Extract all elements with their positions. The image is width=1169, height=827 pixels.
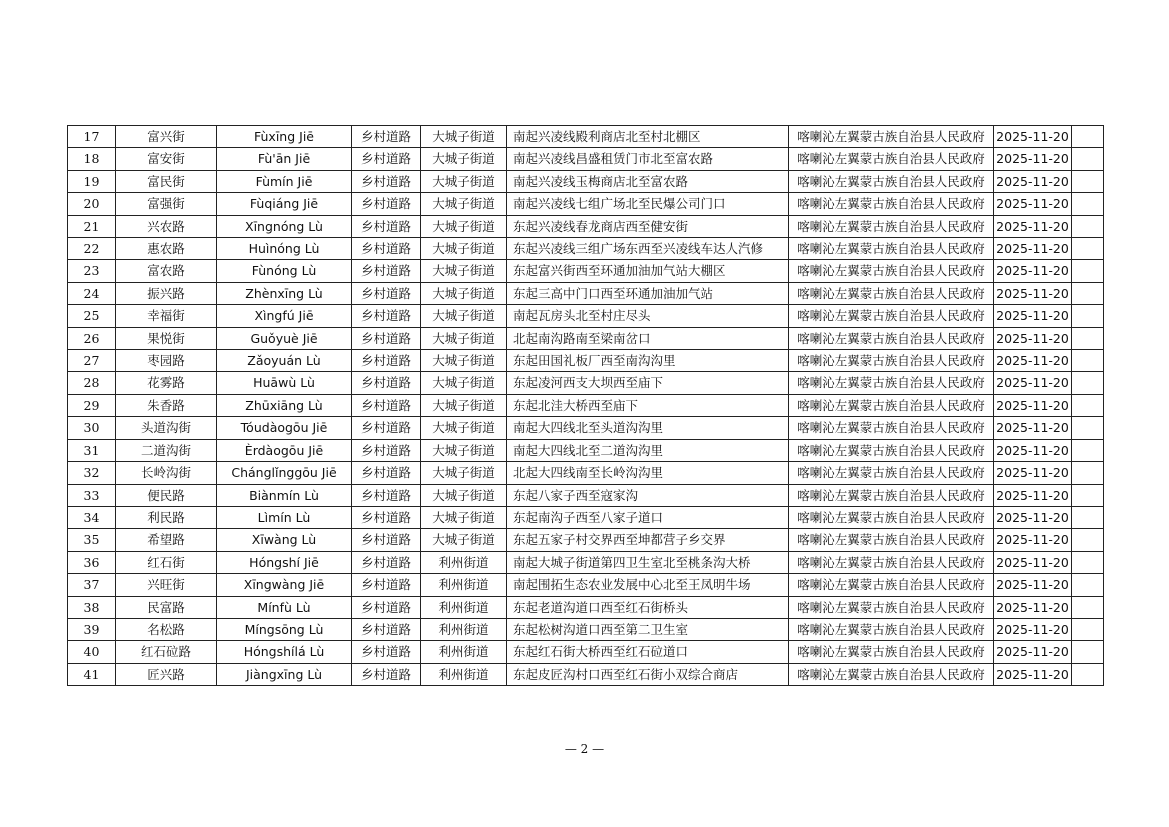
- cell-authority: 喀喇沁左翼蒙古族自治县人民政府: [789, 484, 994, 506]
- cell-road-name: 花雾路: [116, 372, 217, 394]
- cell-authority: 喀喇沁左翼蒙古族自治县人民政府: [789, 663, 994, 685]
- cell-category: 乡村道路: [352, 372, 421, 394]
- cell-pinyin: Xīngwàng Jiē: [217, 574, 352, 596]
- table-row: [68, 327, 1104, 349]
- cell-category: 乡村道路: [352, 574, 421, 596]
- table-row: [68, 462, 1104, 484]
- cell-description: 东起田国礼板厂西至南沟沟里: [507, 350, 789, 372]
- cell-description: 东起皮匠沟村口西至红石街小双综合商店: [507, 663, 789, 685]
- cell-pinyin: Zhūxiāng Lù: [217, 394, 352, 416]
- cell-category: 乡村道路: [352, 506, 421, 528]
- cell-number: 17: [68, 126, 116, 148]
- cell-description: 南起大四线北至二道沟沟里: [507, 439, 789, 461]
- cell-date: 2025-11-20: [994, 484, 1072, 506]
- cell-description: 北起南沟路南至梁南岔口: [507, 327, 789, 349]
- cell-number: 38: [68, 596, 116, 618]
- cell-date: 2025-11-20: [994, 417, 1072, 439]
- cell-road-name: 富兴街: [116, 126, 217, 148]
- cell-category: 乡村道路: [352, 282, 421, 304]
- cell-description: 东起五家子村交界西至坤都营子乡交界: [507, 529, 789, 551]
- cell-description: 东起八家子西至寇家沟: [507, 484, 789, 506]
- cell-date: 2025-11-20: [994, 148, 1072, 170]
- cell-remark: [1072, 305, 1104, 327]
- cell-pinyin: Xìngfú Jiē: [217, 305, 352, 327]
- cell-date: 2025-11-20: [994, 641, 1072, 663]
- cell-number: 21: [68, 215, 116, 237]
- cell-remark: [1072, 148, 1104, 170]
- table-row: [68, 193, 1104, 215]
- cell-number: 28: [68, 372, 116, 394]
- table-row: [68, 574, 1104, 596]
- table-row: [68, 663, 1104, 685]
- cell-authority: 喀喇沁左翼蒙古族自治县人民政府: [789, 260, 994, 282]
- table-row: [68, 484, 1104, 506]
- cell-category: 乡村道路: [352, 551, 421, 573]
- cell-number: 25: [68, 305, 116, 327]
- cell-category: 乡村道路: [352, 663, 421, 685]
- cell-district: 大城子街道: [421, 417, 507, 439]
- cell-remark: [1072, 618, 1104, 640]
- cell-date: 2025-11-20: [994, 238, 1072, 260]
- cell-category: 乡村道路: [352, 305, 421, 327]
- cell-road-name: 富农路: [116, 260, 217, 282]
- cell-road-name: 振兴路: [116, 282, 217, 304]
- cell-authority: 喀喇沁左翼蒙古族自治县人民政府: [789, 215, 994, 237]
- cell-pinyin: Mínfù Lù: [217, 596, 352, 618]
- cell-pinyin: Xīngnóng Lù: [217, 215, 352, 237]
- cell-road-name: 兴农路: [116, 215, 217, 237]
- cell-description: 东起兴凌线三组广场东西至兴凌线车达人汽修: [507, 238, 789, 260]
- cell-category: 乡村道路: [352, 238, 421, 260]
- cell-date: 2025-11-20: [994, 618, 1072, 640]
- cell-road-name: 富强街: [116, 193, 217, 215]
- cell-description: 南起大四线北至头道沟沟里: [507, 417, 789, 439]
- cell-road-name: 朱香路: [116, 394, 217, 416]
- cell-date: 2025-11-20: [994, 462, 1072, 484]
- page-number: — 2 —: [564, 742, 605, 756]
- table-row: [68, 506, 1104, 528]
- cell-authority: 喀喇沁左翼蒙古族自治县人民政府: [789, 305, 994, 327]
- cell-description: 北起大四线南至长岭沟沟里: [507, 462, 789, 484]
- cell-district: 利州街道: [421, 663, 507, 685]
- cell-category: 乡村道路: [352, 596, 421, 618]
- cell-remark: [1072, 215, 1104, 237]
- cell-pinyin: Fùqiáng Jiē: [217, 193, 352, 215]
- cell-district: 大城子街道: [421, 529, 507, 551]
- cell-description: 南起大城子街道第四卫生室北至桃条沟大桥: [507, 551, 789, 573]
- cell-authority: 喀喇沁左翼蒙古族自治县人民政府: [789, 126, 994, 148]
- cell-description: 东起松树沟道口西至第二卫生室: [507, 618, 789, 640]
- cell-district: 利州街道: [421, 618, 507, 640]
- cell-category: 乡村道路: [352, 126, 421, 148]
- cell-category: 乡村道路: [352, 327, 421, 349]
- cell-number: 19: [68, 170, 116, 192]
- cell-number: 30: [68, 417, 116, 439]
- cell-category: 乡村道路: [352, 641, 421, 663]
- cell-description: 东起兴凌线春龙商店西至健安街: [507, 215, 789, 237]
- cell-pinyin: Biànmín Lù: [217, 484, 352, 506]
- cell-remark: [1072, 462, 1104, 484]
- cell-authority: 喀喇沁左翼蒙古族自治县人民政府: [789, 193, 994, 215]
- cell-category: 乡村道路: [352, 148, 421, 170]
- cell-pinyin: Huìnóng Lù: [217, 238, 352, 260]
- cell-pinyin: Míngsōng Lù: [217, 618, 352, 640]
- cell-category: 乡村道路: [352, 618, 421, 640]
- cell-date: 2025-11-20: [994, 282, 1072, 304]
- cell-remark: [1072, 551, 1104, 573]
- cell-district: 大城子街道: [421, 506, 507, 528]
- cell-date: 2025-11-20: [994, 394, 1072, 416]
- cell-road-name: 富安街: [116, 148, 217, 170]
- cell-remark: [1072, 394, 1104, 416]
- cell-remark: [1072, 193, 1104, 215]
- cell-category: 乡村道路: [352, 394, 421, 416]
- cell-remark: [1072, 238, 1104, 260]
- cell-description: 南起兴凌线玉梅商店北至富农路: [507, 170, 789, 192]
- cell-district: 大城子街道: [421, 350, 507, 372]
- cell-district: 利州街道: [421, 641, 507, 663]
- cell-number: 37: [68, 574, 116, 596]
- cell-description: 东起北洼大桥西至庙下: [507, 394, 789, 416]
- table-row: [68, 641, 1104, 663]
- table-row: [68, 126, 1104, 148]
- table-row: [68, 596, 1104, 618]
- cell-category: 乡村道路: [352, 215, 421, 237]
- cell-authority: 喀喇沁左翼蒙古族自治县人民政府: [789, 170, 994, 192]
- cell-district: 大城子街道: [421, 394, 507, 416]
- cell-authority: 喀喇沁左翼蒙古族自治县人民政府: [789, 350, 994, 372]
- table-row: [68, 394, 1104, 416]
- cell-remark: [1072, 641, 1104, 663]
- cell-road-name: 幸福街: [116, 305, 217, 327]
- cell-authority: 喀喇沁左翼蒙古族自治县人民政府: [789, 394, 994, 416]
- cell-number: 35: [68, 529, 116, 551]
- table-row: [68, 372, 1104, 394]
- cell-remark: [1072, 663, 1104, 685]
- cell-description: 东起凌河西支大坝西至庙下: [507, 372, 789, 394]
- cell-pinyin: Zhènxīng Lù: [217, 282, 352, 304]
- cell-district: 利州街道: [421, 574, 507, 596]
- cell-remark: [1072, 529, 1104, 551]
- cell-remark: [1072, 372, 1104, 394]
- cell-remark: [1072, 417, 1104, 439]
- cell-number: 40: [68, 641, 116, 663]
- cell-road-name: 富民街: [116, 170, 217, 192]
- cell-number: 39: [68, 618, 116, 640]
- cell-authority: 喀喇沁左翼蒙古族自治县人民政府: [789, 574, 994, 596]
- cell-pinyin: Fùnóng Lù: [217, 260, 352, 282]
- cell-authority: 喀喇沁左翼蒙古族自治县人民政府: [789, 596, 994, 618]
- cell-authority: 喀喇沁左翼蒙古族自治县人民政府: [789, 148, 994, 170]
- cell-category: 乡村道路: [352, 439, 421, 461]
- cell-date: 2025-11-20: [994, 193, 1072, 215]
- cell-category: 乡村道路: [352, 350, 421, 372]
- cell-district: 利州街道: [421, 596, 507, 618]
- cell-road-name: 红石街: [116, 551, 217, 573]
- cell-authority: 喀喇沁左翼蒙古族自治县人民政府: [789, 327, 994, 349]
- cell-date: 2025-11-20: [994, 529, 1072, 551]
- cell-category: 乡村道路: [352, 170, 421, 192]
- table-row: [68, 350, 1104, 372]
- cell-remark: [1072, 574, 1104, 596]
- cell-date: 2025-11-20: [994, 439, 1072, 461]
- cell-district: 大城子街道: [421, 327, 507, 349]
- cell-date: 2025-11-20: [994, 350, 1072, 372]
- cell-district: 大城子街道: [421, 148, 507, 170]
- table-row: [68, 215, 1104, 237]
- cell-date: 2025-11-20: [994, 260, 1072, 282]
- cell-number: 23: [68, 260, 116, 282]
- cell-description: 南起瓦房头北至村庄尽头: [507, 305, 789, 327]
- cell-remark: [1072, 350, 1104, 372]
- cell-date: 2025-11-20: [994, 126, 1072, 148]
- table-row: [68, 238, 1104, 260]
- cell-number: 20: [68, 193, 116, 215]
- cell-district: 利州街道: [421, 551, 507, 573]
- cell-description: 南起围拓生态农业发展中心北至王凤明牛场: [507, 574, 789, 596]
- cell-district: 大城子街道: [421, 462, 507, 484]
- cell-remark: [1072, 439, 1104, 461]
- cell-road-name: 民富路: [116, 596, 217, 618]
- cell-authority: 喀喇沁左翼蒙古族自治县人民政府: [789, 372, 994, 394]
- cell-category: 乡村道路: [352, 462, 421, 484]
- cell-road-name: 希望路: [116, 529, 217, 551]
- cell-remark: [1072, 126, 1104, 148]
- cell-date: 2025-11-20: [994, 506, 1072, 528]
- cell-pinyin: Lìmín Lù: [217, 506, 352, 528]
- cell-authority: 喀喇沁左翼蒙古族自治县人民政府: [789, 529, 994, 551]
- cell-number: 24: [68, 282, 116, 304]
- cell-authority: 喀喇沁左翼蒙古族自治县人民政府: [789, 641, 994, 663]
- cell-remark: [1072, 596, 1104, 618]
- cell-district: 大城子街道: [421, 282, 507, 304]
- cell-description: 东起老道沟道口西至红石街桥头: [507, 596, 789, 618]
- cell-category: 乡村道路: [352, 484, 421, 506]
- cell-district: 大城子街道: [421, 305, 507, 327]
- cell-road-name: 二道沟街: [116, 439, 217, 461]
- cell-road-name: 果悦街: [116, 327, 217, 349]
- cell-pinyin: Fùxīng Jiē: [217, 126, 352, 148]
- cell-authority: 喀喇沁左翼蒙古族自治县人民政府: [789, 551, 994, 573]
- cell-authority: 喀喇沁左翼蒙古族自治县人民政府: [789, 282, 994, 304]
- table-row: [68, 618, 1104, 640]
- cell-date: 2025-11-20: [994, 551, 1072, 573]
- cell-number: 22: [68, 238, 116, 260]
- cell-road-name: 兴旺街: [116, 574, 217, 596]
- cell-pinyin: Xīwàng Lù: [217, 529, 352, 551]
- cell-date: 2025-11-20: [994, 574, 1072, 596]
- cell-description: 东起红石街大桥西至红石砬道口: [507, 641, 789, 663]
- cell-date: 2025-11-20: [994, 596, 1072, 618]
- cell-road-name: 名松路: [116, 618, 217, 640]
- road-name-table: [67, 125, 1104, 686]
- cell-authority: 喀喇沁左翼蒙古族自治县人民政府: [789, 417, 994, 439]
- cell-road-name: 利民路: [116, 506, 217, 528]
- cell-pinyin: Jiàngxīng Lù: [217, 663, 352, 685]
- cell-pinyin: Hóngshí Jiē: [217, 551, 352, 573]
- cell-district: 大城子街道: [421, 126, 507, 148]
- cell-pinyin: Chánglǐnggōu Jiē: [217, 462, 352, 484]
- cell-remark: [1072, 282, 1104, 304]
- cell-number: 29: [68, 394, 116, 416]
- cell-date: 2025-11-20: [994, 170, 1072, 192]
- cell-road-name: 便民路: [116, 484, 217, 506]
- cell-number: 31: [68, 439, 116, 461]
- cell-pinyin: Fù'ān Jiē: [217, 148, 352, 170]
- table-row: [68, 417, 1104, 439]
- cell-road-name: 长岭沟街: [116, 462, 217, 484]
- cell-pinyin: Hóngshílá Lù: [217, 641, 352, 663]
- cell-description: 南起兴凌线昌盛租赁门市北至富农路: [507, 148, 789, 170]
- cell-remark: [1072, 260, 1104, 282]
- cell-authority: 喀喇沁左翼蒙古族自治县人民政府: [789, 462, 994, 484]
- cell-road-name: 惠农路: [116, 238, 217, 260]
- cell-number: 18: [68, 148, 116, 170]
- cell-remark: [1072, 327, 1104, 349]
- cell-pinyin: Tóudàogōu Jiē: [217, 417, 352, 439]
- cell-remark: [1072, 170, 1104, 192]
- cell-date: 2025-11-20: [994, 372, 1072, 394]
- cell-road-name: 红石砬路: [116, 641, 217, 663]
- cell-date: 2025-11-20: [994, 215, 1072, 237]
- cell-pinyin: Huāwù Lù: [217, 372, 352, 394]
- table-body: [68, 126, 1104, 686]
- cell-category: 乡村道路: [352, 193, 421, 215]
- cell-description: 南起兴凌线殿利商店北至村北棚区: [507, 126, 789, 148]
- cell-district: 大城子街道: [421, 372, 507, 394]
- cell-pinyin: Guǒyuè Jiē: [217, 327, 352, 349]
- cell-authority: 喀喇沁左翼蒙古族自治县人民政府: [789, 506, 994, 528]
- table-row: [68, 282, 1104, 304]
- cell-category: 乡村道路: [352, 417, 421, 439]
- table-row: [68, 529, 1104, 551]
- cell-category: 乡村道路: [352, 260, 421, 282]
- cell-remark: [1072, 506, 1104, 528]
- cell-number: 41: [68, 663, 116, 685]
- cell-district: 大城子街道: [421, 260, 507, 282]
- cell-description: 东起三高中门口西至环通加油加气站: [507, 282, 789, 304]
- cell-number: 27: [68, 350, 116, 372]
- table-row: [68, 305, 1104, 327]
- cell-district: 大城子街道: [421, 193, 507, 215]
- cell-district: 大城子街道: [421, 439, 507, 461]
- cell-pinyin: Zǎoyuán Lù: [217, 350, 352, 372]
- cell-district: 大城子街道: [421, 215, 507, 237]
- cell-remark: [1072, 484, 1104, 506]
- cell-road-name: 头道沟街: [116, 417, 217, 439]
- cell-district: 大城子街道: [421, 484, 507, 506]
- cell-district: 大城子街道: [421, 238, 507, 260]
- cell-date: 2025-11-20: [994, 305, 1072, 327]
- cell-number: 33: [68, 484, 116, 506]
- table-row: [68, 551, 1104, 573]
- cell-description: 东起富兴街西至环通加油加气站大棚区: [507, 260, 789, 282]
- cell-date: 2025-11-20: [994, 663, 1072, 685]
- cell-authority: 喀喇沁左翼蒙古族自治县人民政府: [789, 618, 994, 640]
- cell-description: 东起南沟子西至八家子道口: [507, 506, 789, 528]
- cell-pinyin: Èrdàogōu Jiē: [217, 439, 352, 461]
- cell-date: 2025-11-20: [994, 327, 1072, 349]
- cell-district: 大城子街道: [421, 170, 507, 192]
- table-row: [68, 439, 1104, 461]
- cell-authority: 喀喇沁左翼蒙古族自治县人民政府: [789, 439, 994, 461]
- cell-road-name: 匠兴路: [116, 663, 217, 685]
- cell-number: 36: [68, 551, 116, 573]
- cell-category: 乡村道路: [352, 529, 421, 551]
- cell-road-name: 枣园路: [116, 350, 217, 372]
- cell-description: 南起兴凌线七组广场北至民爆公司门口: [507, 193, 789, 215]
- cell-authority: 喀喇沁左翼蒙古族自治县人民政府: [789, 238, 994, 260]
- cell-number: 26: [68, 327, 116, 349]
- cell-pinyin: Fùmín Jiē: [217, 170, 352, 192]
- table-row: [68, 260, 1104, 282]
- table-row: [68, 148, 1104, 170]
- cell-number: 32: [68, 462, 116, 484]
- table-row: [68, 170, 1104, 192]
- cell-number: 34: [68, 506, 116, 528]
